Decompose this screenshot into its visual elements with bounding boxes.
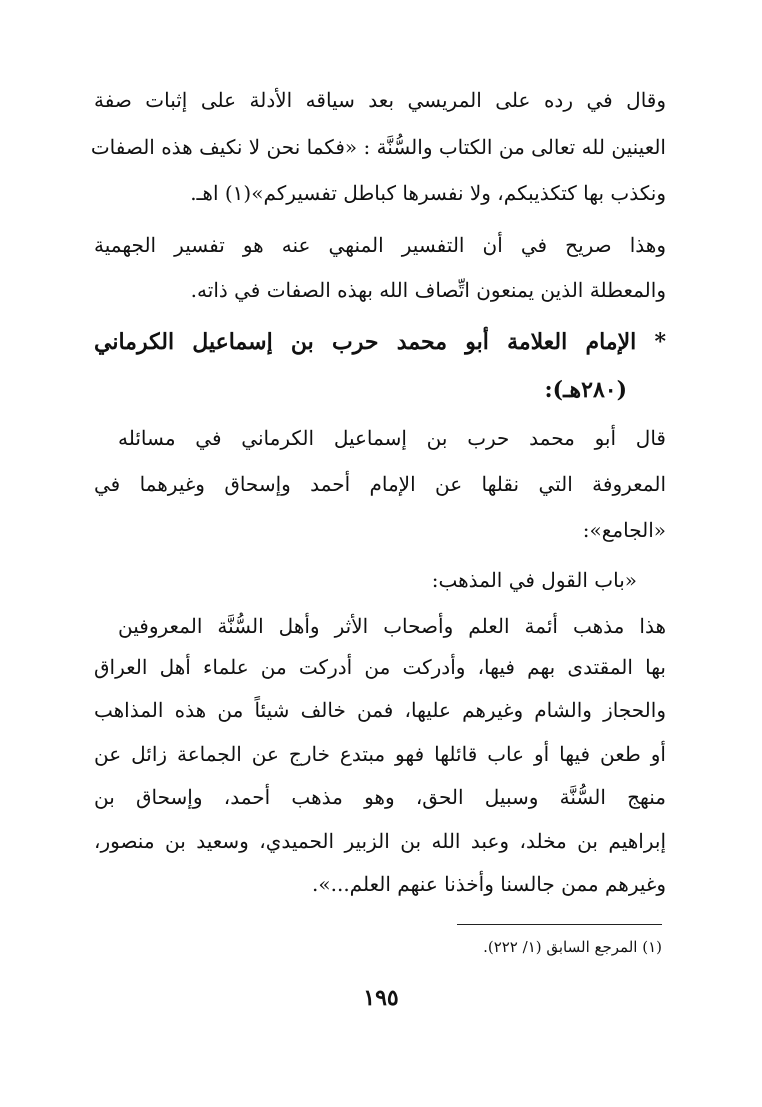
text-line: منهج السُّنَّة وسبيل الحق، وهو مذهب أحمد، وإسحاق بن — [94, 785, 666, 809]
text-line: وهذا صريح في أن التفسير المنهي عنه هو تفسير الجهمية — [94, 233, 666, 257]
text-line: إبراهيم بن مخلد، وعبد الله بن الزبير الحميدي، وسعيد بن منصور، — [94, 829, 667, 853]
text-line: ونكذب بها كتكذيبكم، ولا نفسرها كباطل تفسيركم»(١) اهـ. — [190, 181, 666, 205]
text-line: والحجاز والشام وغيرهم عليها، فمن خالف شيئاً من هذه المذاهب — [94, 698, 666, 722]
text-line: المعروفة التي نقلها عن الإمام أحمد وإسحاق وغيرهما في — [94, 472, 666, 496]
text-line: هذا مذهب أئمة العلم وأصحاب الأثر وأهل السُّنَّة المعروفين — [118, 614, 666, 638]
text-line: وقال في رده على المريسي بعد سياقه الأدلة على إثبات صفة — [94, 88, 667, 112]
text-line: «باب القول في المذهب: — [431, 568, 637, 592]
page-number: ١٩٥ — [363, 985, 399, 1011]
text-line: «الجامع»: — [582, 518, 666, 542]
text-line: العينين لله تعالى من الكتاب والسُّنَّة : «فكما نحن لا نكيف هذه الصفات — [90, 135, 666, 159]
text-line: قال أبو محمد حرب بن إسماعيل الكرماني في مسائله — [118, 426, 666, 450]
footnote-separator — [457, 924, 662, 925]
section-heading: * الإمام العلامة أبو محمد حرب بن إسماعيل الكرماني — [94, 329, 666, 355]
text-line: بها المقتدى بهم فيها، وأدركت من أدركت من علماء أهل العراق — [94, 655, 666, 679]
text-line: والمعطلة الذين يمنعون اتِّصاف الله بهذه الصفات في ذاته. — [190, 278, 666, 302]
section-heading-date: (٢٨٠هـ): — [544, 377, 627, 403]
text-line: وغيرهم ممن جالسنا وأخذنا عنهم العلم...». — [312, 872, 666, 896]
text-line: أو طعن فيها أو عاب قائلها فهو مبتدع خارج عن الجماعة زائل عن — [94, 742, 666, 766]
footnote: (١) المرجع السابق (١/ ٢٢٢). — [483, 938, 662, 956]
